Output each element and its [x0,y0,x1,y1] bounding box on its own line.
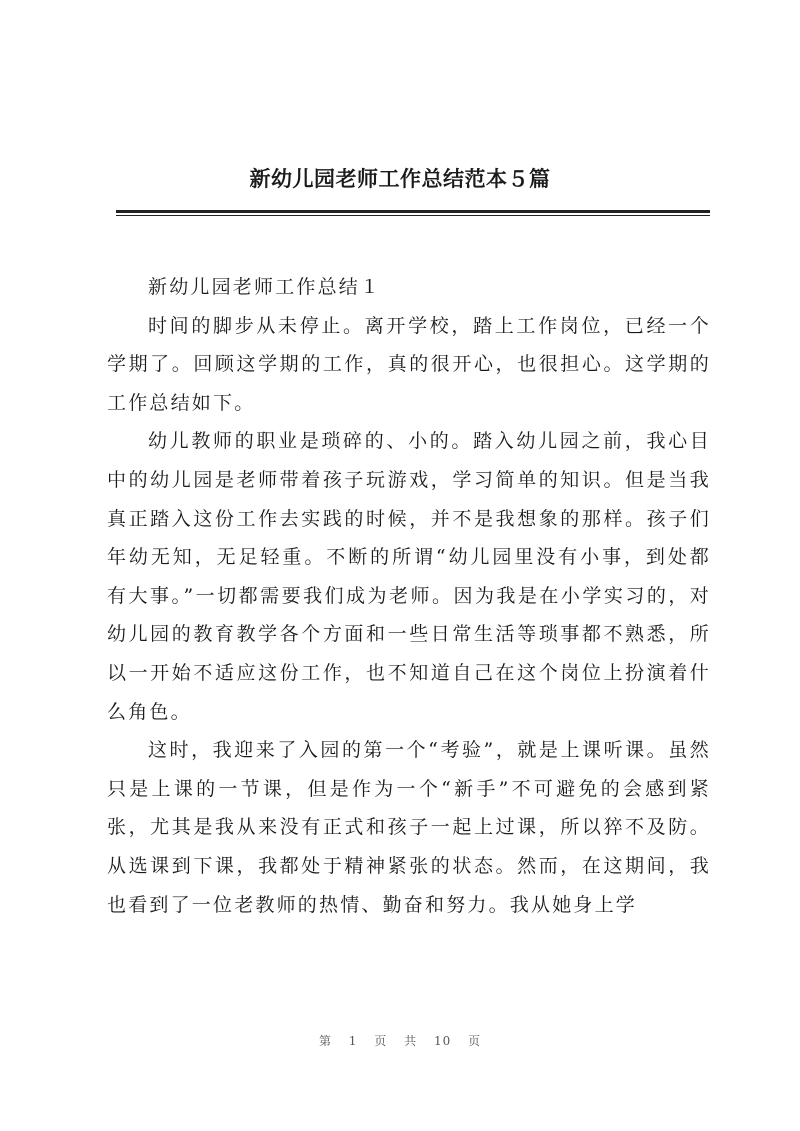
document-body [107,268,711,924]
paragraph: 时间的脚步从未停止。离开学校，踏上工作岗位，已经一个学期了。回顾这学期的工作，真的很开心，也很担心。这学期的工作总结如下。 [107,314,711,414]
footer-total-label: 共 [404,1034,418,1048]
paragraph: 这时，我迎来了入园的第一个“考验”，就是上课听课。虽然只是上课的一节课，但是作为一个“新手”不可避免的会感到紧张，尤其是我从来没有正式和孩子一起上过课，所以猝不及防。从选课到下课，我都处于精神紧张的状态。然而，在这期间，我也看到了一位老教师的热情、勤奋和努力。我从她身上学 [107,739,711,916]
page-footer [0,1032,800,1049]
document-title: 新幼儿园老师工作总结范本５篇 [249,167,551,191]
paragraph: 幼儿教师的职业是琐碎的、小的。踏入幼儿园之前，我心目中的幼儿园是老师带着孩子玩游戏，学习简单的知识。但是当我真正踏入这份工作去实践的时候，并不是我想象的那样。孩子们年幼无知，无足轻重。不断的所谓“幼儿园里没有小事，到处都有大事。”一切都需要我们成为老师。因为我是在小学实习的，对幼儿园的教育教学各个方面和一些日常生活等琐事都不熟悉，所以一开始不适应这份工作，也不知道自己在这个岗位上扮演着什么角色。 [107,430,711,723]
section-heading: 新幼儿园老师工作总结１ [148,276,382,298]
footer-total-pages: 10 [433,1034,452,1048]
footer-current-page: 1 [348,1034,358,1048]
footer-page-unit: 页 [374,1034,388,1048]
footer-page-label: 第 [318,1034,332,1048]
footer-total-unit: 页 [468,1034,482,1048]
title-divider [116,210,710,216]
